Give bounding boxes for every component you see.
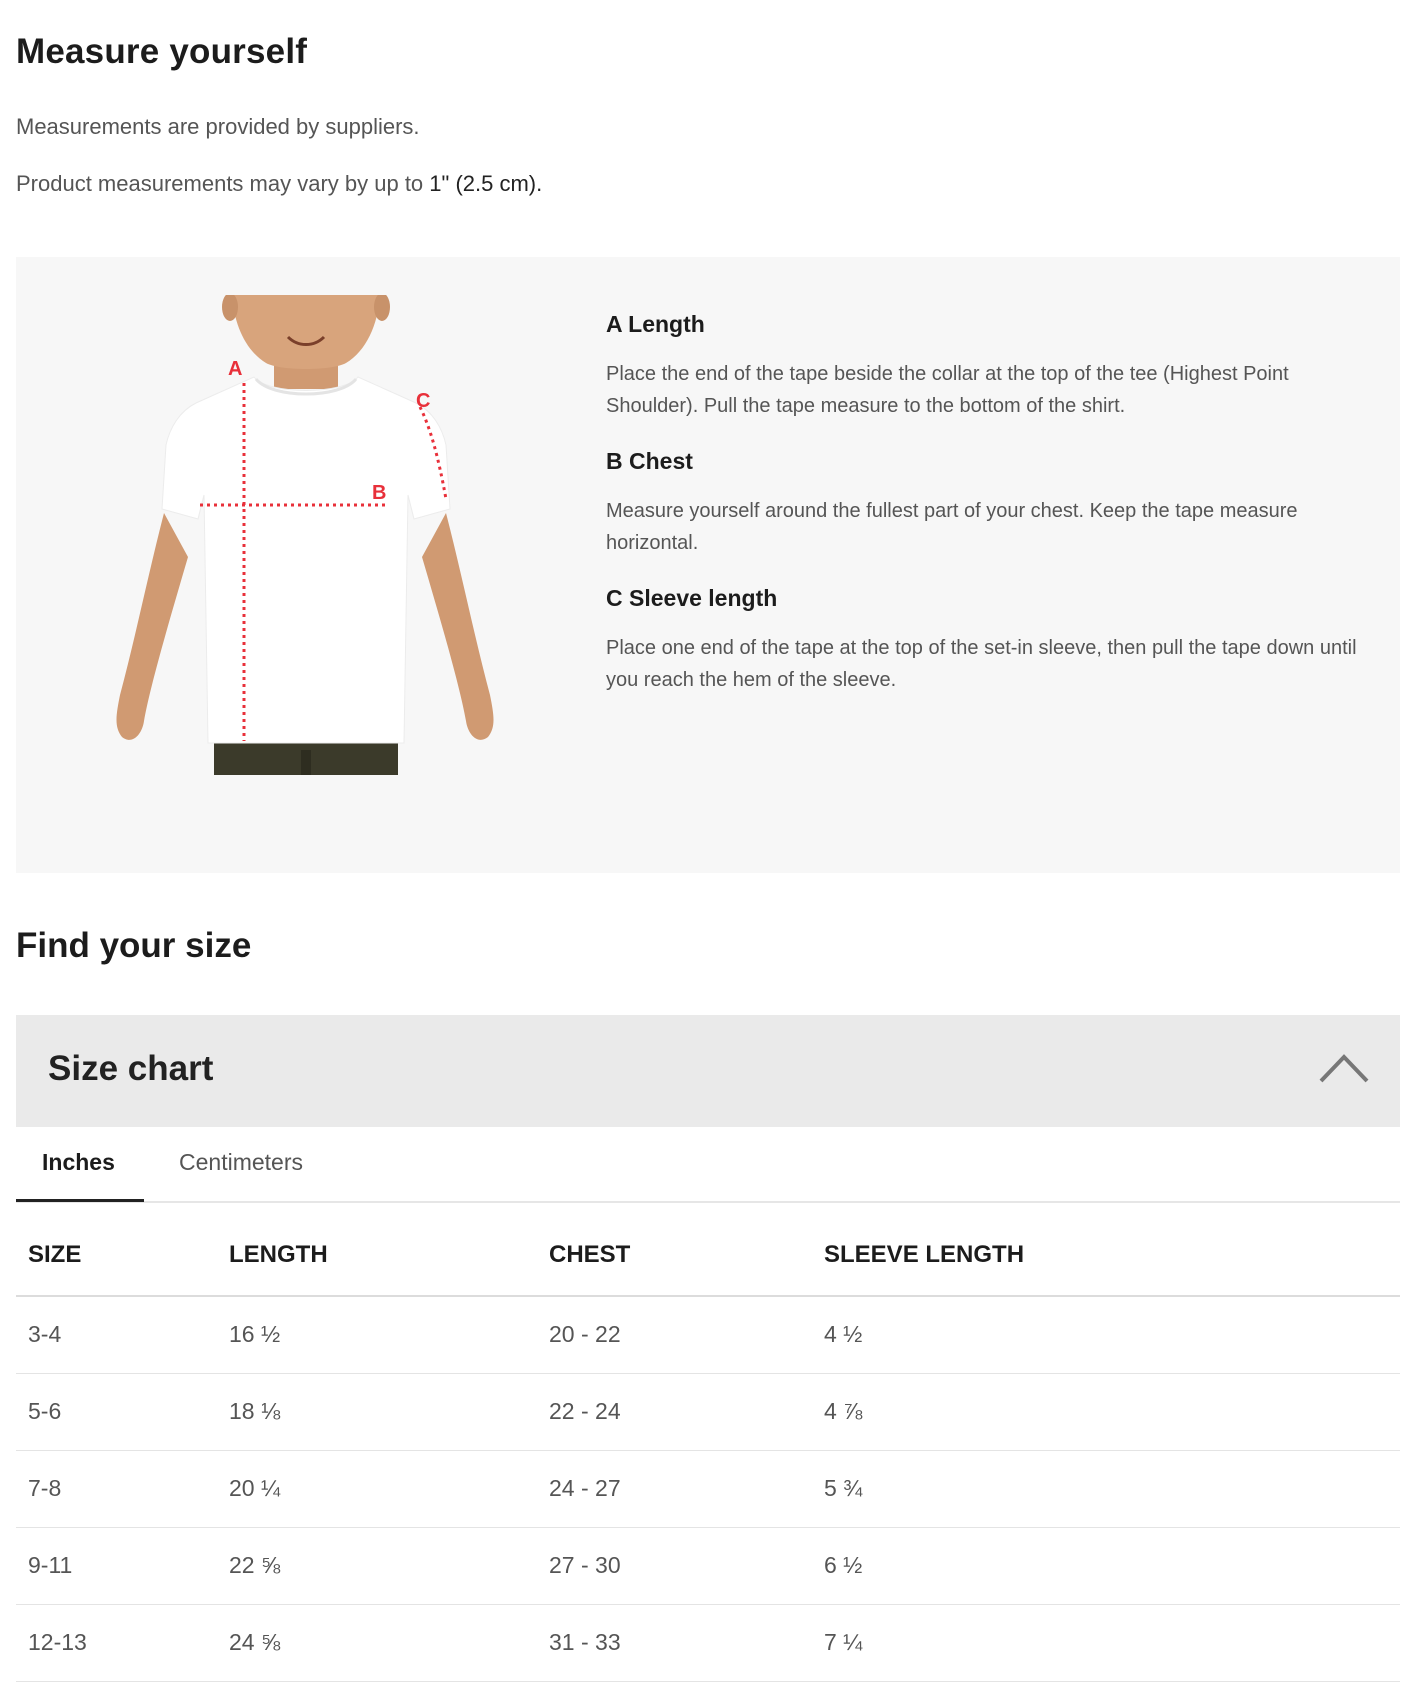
variance-note-value: 1" (2.5 cm).: [429, 171, 543, 196]
definition-chest-title: B Chest: [606, 448, 693, 474]
measurement-guide-panel: [16, 257, 1400, 873]
cell-length: 18 ⅛: [217, 1373, 537, 1450]
tshirt-shape: [162, 377, 450, 743]
variance-note-prefix: Product measurements may vary by up to: [16, 171, 430, 196]
cell-sleeve-length: 7 ¼: [812, 1604, 1400, 1681]
cell-size: 7-8: [16, 1450, 217, 1527]
cell-chest: 27 - 30: [537, 1527, 812, 1604]
definition-length-text: Place the end of the tape beside the collar at the top of the tee (Highest Point Shoulder). Pull the tape measure to the bottom of the shirt.: [606, 363, 1289, 417]
cell-length: 16 ½: [217, 1296, 537, 1373]
right-arm-shape: [422, 513, 494, 740]
definition-chest-text: Measure yourself around the fullest part of your chest. Keep the tape measure horizontal.: [606, 500, 1298, 554]
cell-chest: 20 - 22: [537, 1296, 812, 1373]
table-row: [16, 1373, 1400, 1450]
table-row: [16, 1527, 1400, 1604]
definition-sleeve-text: Place one end of the tape at the top of the set-in sleeve, then pull the tape down until you reach the hem of the sleeve.: [606, 637, 1357, 691]
cell-sleeve-length: 5 ¾: [812, 1450, 1400, 1527]
left-arm-shape: [117, 513, 189, 740]
cell-size: 12-13: [16, 1604, 217, 1681]
tab-centimeters[interactable]: Centimeters: [179, 1149, 303, 1175]
cell-sleeve-length: 4 ½: [812, 1296, 1400, 1373]
cell-size: 3-4: [16, 1296, 217, 1373]
cell-length: 22 ⅝: [217, 1527, 537, 1604]
cell-chest: 22 - 24: [537, 1373, 812, 1450]
table-row: [16, 1604, 1400, 1681]
tab-inches[interactable]: Inches: [42, 1149, 115, 1175]
cell-sleeve-length: 6 ½: [812, 1527, 1400, 1604]
definition-sleeve-title: C Sleeve length: [606, 585, 778, 611]
measurement-definitions: [606, 311, 1366, 722]
cell-sleeve-length: 4 ⅞: [812, 1373, 1400, 1450]
cell-chest: 31 - 33: [537, 1604, 812, 1681]
cell-length: 20 ¼: [217, 1450, 537, 1527]
table-header-row: [16, 1203, 1400, 1296]
active-tab-indicator: [16, 1199, 144, 1202]
column-header-length: LENGTH: [217, 1203, 537, 1296]
head-shape: [232, 295, 380, 369]
column-header-size: SIZE: [16, 1203, 217, 1296]
find-size-title: Find your size: [16, 926, 252, 965]
supplier-note: Measurements are provided by suppliers.: [16, 114, 420, 139]
label-b: B: [372, 482, 387, 504]
table-row: [16, 1296, 1400, 1373]
column-header-chest: CHEST: [537, 1203, 812, 1296]
column-header-sleeve-length: SLEEVE LENGTH: [812, 1203, 1400, 1296]
page-title: Measure yourself: [16, 32, 308, 71]
unit-tabs: [16, 1127, 1400, 1203]
size-chart-accordion-header[interactable]: [16, 1015, 1400, 1127]
child-tshirt-measurement-illustration: [96, 295, 516, 815]
size-chart-title: Size chart: [48, 1049, 214, 1088]
label-c: C: [416, 390, 431, 412]
definition-length-title: A Length: [606, 311, 705, 337]
cell-length: 24 ⅝: [217, 1604, 537, 1681]
table-row: [16, 1450, 1400, 1527]
size-table: [16, 1203, 1400, 1682]
cell-size: 9-11: [16, 1527, 217, 1604]
cell-size: 5-6: [16, 1373, 217, 1450]
label-a: A: [228, 358, 243, 380]
cell-chest: 24 - 27: [537, 1450, 812, 1527]
variance-note: [16, 171, 542, 197]
chevron-up-icon[interactable]: [1318, 1051, 1370, 1085]
